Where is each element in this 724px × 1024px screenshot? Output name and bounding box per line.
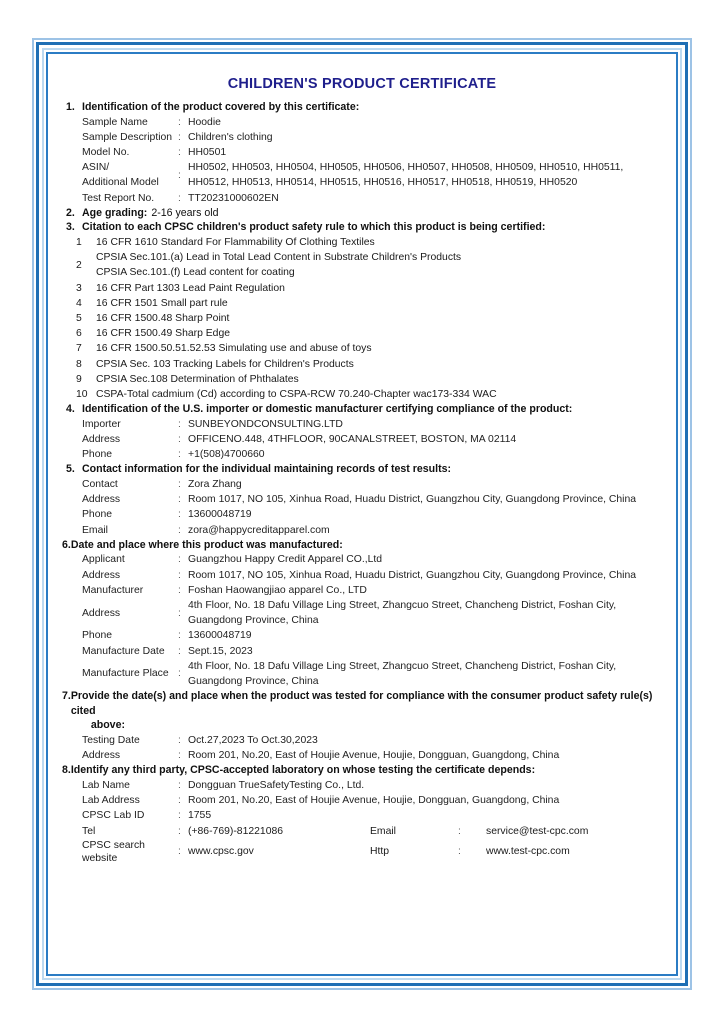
citation-text: CPSIA Sec.108 Determination of Phthalates [96, 373, 299, 385]
field-value: OFFICENO.448, 4THFLOOR, 90CANALSTREET, BOSTON, MA 02114 [188, 434, 517, 446]
section-1-heading-text: Identification of the product covered by this certificate: [82, 101, 360, 113]
section-7-heading [62, 689, 662, 733]
field-separator: : [178, 584, 181, 596]
field-label: Sample Description [82, 131, 173, 143]
age-grading-label: Age grading: [82, 206, 148, 219]
field-label: Address [82, 494, 121, 506]
citation-number: 5 [76, 313, 82, 325]
field-separator: : [178, 494, 181, 506]
field-value: Oct.27,2023 To Oct.30,2023 [188, 735, 318, 747]
section-2-heading [62, 206, 662, 221]
field-value: Room 201, No.20, East of Houjie Avenue, Houjie, Dongguan, Guangdong, China [188, 750, 560, 762]
field-value: Guangzhou Happy Credit Apparel CO.,Ltd [188, 554, 383, 566]
field-value: Room 1017, NO 105, Xinhua Road, Huadu District, Guangzhou City, Guangdong Province, China [188, 569, 637, 581]
section-5-heading-text: Contact information for the individual maintaining records of test results: [82, 463, 452, 476]
asin-label-line-2: Additional Model [82, 177, 159, 189]
field-label: Manufacture Place [82, 668, 169, 680]
section-8-heading-text: Identify any third party, CPSC-accepted laboratory on whose testing the certificate depends: [70, 764, 536, 777]
field-testing-date [62, 733, 662, 748]
section-6-heading-text: Date and place where this product was manufactured: [70, 538, 343, 551]
field-value: 4th Floor, No. 18 Dafu Village Ling Street, Zhangcuo Street, Chancheng District, Foshan City, Guangdong Province, China [188, 660, 617, 688]
field-value: +1(508)4700660 [188, 449, 265, 461]
section-1-number: 1. [66, 101, 75, 113]
field-value: Zora Zhang [188, 479, 242, 491]
field-separator: : [178, 607, 181, 619]
field-label: Address [82, 434, 121, 446]
field-separator: : [178, 449, 181, 461]
page-title: CHILDREN'S PRODUCT CERTIFICATE [227, 76, 497, 92]
field-manufacturer [62, 583, 662, 598]
field-value: TT20231000602EN [188, 192, 279, 204]
field-label: Test Report No. [82, 192, 155, 204]
citation-text: 16 CFR 1500.50.51.52.53 Simulating use and abuse of toys [96, 343, 372, 355]
field-importer-address [62, 432, 662, 447]
citation-item [62, 341, 662, 356]
field-applicant-address [62, 568, 662, 583]
field-value: Foshan Haowangjiao apparel Co., LTD [188, 584, 367, 596]
citation-number: 6 [76, 328, 82, 340]
field-test-report-no [62, 191, 662, 206]
citation-item [62, 235, 662, 250]
field-label: Manufacture Date [82, 645, 165, 657]
field-tel-email-row [62, 824, 662, 839]
field-contact [62, 477, 662, 492]
field-value: 13600048719 [188, 509, 252, 521]
section-8-number: 8. [62, 764, 71, 777]
citation-number: 8 [76, 358, 82, 370]
field-label: Testing Date [82, 735, 140, 747]
citation-item [62, 281, 662, 296]
field-separator: : [178, 795, 181, 807]
field-value-tel: (+86-769)-81221086 [188, 825, 284, 837]
field-separator-2: : [458, 825, 461, 837]
field-label: Address [82, 607, 121, 619]
field-testing-address [62, 748, 662, 763]
citation-item [62, 357, 662, 372]
citation-number: 10 [76, 389, 88, 401]
field-contact-email [62, 523, 662, 538]
field-contact-phone [62, 507, 662, 522]
field-value-http: www.test-cpc.com [486, 846, 570, 858]
section-6-heading [62, 538, 662, 553]
field-label [62, 160, 178, 190]
field-sample-description [62, 130, 662, 145]
field-separator: : [178, 780, 181, 792]
citation-item [62, 311, 662, 326]
citation-text: 16 CFR 1500.49 Sharp Edge [96, 328, 231, 340]
field-label-tel: Tel [82, 825, 96, 837]
field-lab-address [62, 793, 662, 808]
section-2-number: 2. [66, 206, 75, 219]
field-value [188, 160, 662, 190]
citation-number: 7 [76, 343, 82, 355]
field-manufacturer-phone [62, 628, 662, 643]
field-model-no [62, 145, 662, 160]
field-value: Room 201, No.20, East of Houjie Avenue, Houjie, Dongguan, Guangdong, China [188, 795, 560, 807]
field-cpsc-lab-id [62, 808, 662, 823]
asin-value-line-1: HH0502, HH0503, HH0504, HH0505, HH0506, HH0507, HH0508, HH0509, HH0510, HH0511, [188, 162, 624, 174]
field-value: Hoodie [188, 116, 221, 128]
field-manufacturer-address [62, 598, 662, 628]
field-separator: : [178, 846, 181, 858]
citation-number: 1 [76, 237, 82, 248]
field-label: Email [82, 524, 108, 536]
section-7-heading-line-1: Provide the date(s) and place when the product was tested for compliance with the consumer product safety rule(s) cited [70, 690, 653, 717]
field-label: CPSC Lab ID [82, 810, 145, 822]
border-layer-inner [46, 52, 678, 976]
field-label-cpsc-search-website [62, 839, 178, 865]
website-label-line-1: CPSC search [82, 839, 145, 851]
citation-text: 16 CFR 1500.48 Sharp Point [96, 313, 230, 325]
field-label: Address [82, 569, 121, 581]
citation-text: 16 CFR 1610 Standard For Flammability Of Clothing Textiles [96, 237, 375, 248]
citation-number: 9 [76, 373, 82, 385]
field-value: 13600048719 [188, 630, 252, 642]
border-layer-mid [36, 42, 688, 986]
citation-number: 4 [76, 297, 82, 309]
field-value: SUNBEYONDCONSULTING.LTD [188, 418, 343, 430]
field-separator: : [178, 434, 181, 446]
section-5-heading [62, 462, 662, 477]
field-lab-name [62, 778, 662, 793]
field-label: Phone [82, 449, 113, 461]
field-separator: : [178, 825, 181, 837]
section-6-number: 6. [62, 538, 71, 551]
field-value: HH0501 [188, 147, 227, 158]
field-label: Sample Name [82, 116, 148, 128]
field-separator: : [178, 418, 181, 430]
section-3-heading-text: Citation to each CPSC children's product safety rule to which this product is being certified: [82, 221, 546, 234]
field-label: Applicant [82, 554, 125, 566]
field-label: Lab Name [82, 780, 130, 792]
field-separator: : [178, 169, 181, 181]
field-value-email: service@test-cpc.com [486, 825, 589, 837]
field-separator: : [178, 116, 181, 128]
website-label-line-2: website [82, 852, 118, 864]
citation-text-line-1: CPSIA Sec.101.(a) Lead in Total Lead Content in Substrate Children's Products [96, 252, 462, 264]
section-4-number: 4. [66, 403, 75, 416]
border-layer-thin [42, 48, 682, 980]
field-separator: : [178, 668, 181, 680]
field-separator: : [178, 630, 181, 642]
field-label-email: Email [370, 825, 396, 837]
citation-item [62, 296, 662, 311]
citation-number: 2 [76, 259, 82, 271]
citation-text: CPSIA Sec. 103 Tracking Labels for Children's Products [96, 358, 354, 370]
field-label: Phone [82, 630, 113, 642]
field-value-cpsc-website: www.cpsc.gov [188, 846, 254, 858]
field-importer [62, 417, 662, 432]
field-separator: : [178, 509, 181, 521]
citation-item [62, 387, 662, 402]
field-value: zora@happycreditapparel.com [188, 524, 330, 536]
field-label: Phone [82, 509, 113, 521]
field-manufacture-date [62, 644, 662, 659]
field-separator: : [178, 569, 181, 581]
section-3-heading [62, 220, 662, 235]
field-separator: : [178, 524, 181, 536]
field-contact-address [62, 492, 662, 507]
field-website-http-row [62, 839, 662, 865]
field-value: Sept.15, 2023 [188, 645, 253, 657]
asin-label-line-1: ASIN/ [82, 162, 110, 174]
citation-number: 3 [76, 282, 82, 294]
field-asin-additional-model [62, 160, 662, 190]
section-5-number: 5. [66, 463, 75, 476]
section-4-heading [62, 402, 662, 417]
field-label: Model No. [82, 147, 130, 158]
field-separator: : [178, 645, 181, 657]
section-7-heading-line-2: above: [90, 719, 125, 732]
field-label: Manufacturer [82, 584, 144, 596]
citation-text-line-2: CPSIA Sec.101.(f) Lead content for coating [96, 267, 295, 279]
field-separator: : [178, 131, 181, 143]
certificate-border-frame [32, 38, 692, 990]
citation-text: 16 CFR 1501 Small part rule [96, 297, 228, 309]
field-manufacture-place [62, 659, 662, 689]
field-separator: : [178, 554, 181, 566]
citation-item [62, 326, 662, 341]
field-sample-name [62, 115, 662, 130]
citation-item [62, 250, 662, 280]
field-separator-2: : [458, 846, 461, 858]
citation-text: CSPA-Total cadmium (Cd) according to CSPA-RCW 70.240-Chapter wac173-334 WAC [96, 389, 497, 401]
field-value: Room 1017, NO 105, Xinhua Road, Huadu District, Guangzhou City, Guangdong Province, China [188, 494, 637, 506]
field-applicant [62, 552, 662, 567]
citation-text [96, 250, 662, 280]
field-value: Dongguan TrueSafetyTesting Co., Ltd. [188, 780, 365, 792]
field-label: Importer [82, 418, 121, 430]
field-separator: : [178, 750, 181, 762]
field-label: Contact [82, 479, 118, 491]
asin-value-line-2: HH0512, HH0513, HH0514, HH0515, HH0516, HH0517, HH0518, HH0519, HH0520 [188, 177, 578, 189]
field-value: Children's clothing [188, 131, 273, 143]
field-separator: : [178, 810, 181, 822]
field-separator: : [178, 735, 181, 747]
field-separator: : [178, 479, 181, 491]
citation-text: 16 CFR Part 1303 Lead Paint Regulation [96, 282, 285, 294]
section-8-heading [62, 763, 662, 778]
section-4-heading-text: Identification of the U.S. importer or domestic manufacturer certifying compliance of the product: [82, 403, 573, 416]
citation-item [62, 372, 662, 387]
section-7-number: 7. [62, 690, 71, 703]
age-grading-value: 2-16 years old [151, 206, 219, 219]
field-separator: : [178, 147, 181, 158]
section-3-number: 3. [66, 221, 75, 234]
field-value: 4th Floor, No. 18 Dafu Village Ling Street, Zhangcuo Street, Chancheng District, Foshan City, Guangdong Province, China [188, 600, 617, 627]
field-label: Lab Address [82, 795, 140, 807]
field-separator: : [178, 192, 181, 204]
field-value: 1755 [188, 810, 212, 822]
field-label: Address [82, 750, 121, 762]
field-importer-phone [62, 447, 662, 462]
certificate-body [48, 54, 676, 974]
section-1-heading [62, 100, 662, 115]
field-label-http: Http [370, 846, 390, 858]
